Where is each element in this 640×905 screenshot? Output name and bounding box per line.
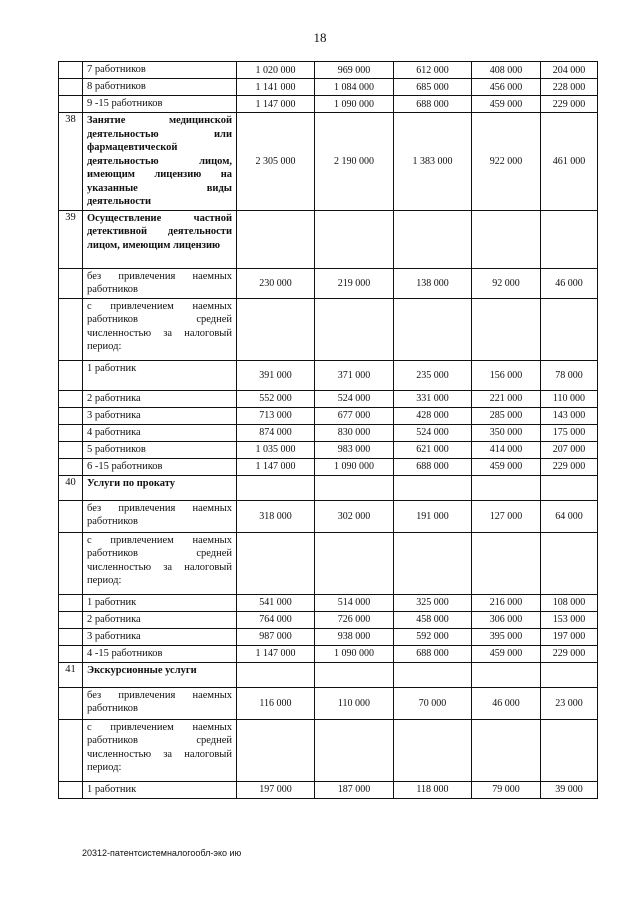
- value-cell-col-4: [472, 532, 541, 594]
- value-cell-col-4: 459 000: [472, 96, 541, 113]
- value-cell-col-3: 688 000: [394, 458, 472, 475]
- value-cell-col-5: [541, 475, 598, 500]
- table-row: [59, 458, 598, 475]
- table-row: [59, 781, 598, 798]
- value-cell-col-5: 110 000: [541, 390, 598, 407]
- value-cell-col-2: [315, 475, 394, 500]
- value-cell-col-2: 1 084 000: [315, 79, 394, 96]
- value-cell-col-1: 1 035 000: [237, 441, 315, 458]
- footer-file-name: 20312-патентсистемналогообл-эко ию: [82, 848, 242, 858]
- table-row: [59, 79, 598, 96]
- value-cell-col-1: [237, 719, 315, 781]
- table-row: [59, 390, 598, 407]
- table-section-row: [59, 210, 598, 268]
- value-cell-col-3: [394, 475, 472, 500]
- value-cell-col-4: 156 000: [472, 360, 541, 390]
- value-cell-col-2: 2 190 000: [315, 113, 394, 211]
- table-row: [59, 594, 598, 611]
- value-cell-col-3: [394, 662, 472, 687]
- activity-name-cell: 7 работников: [83, 62, 237, 79]
- activity-name-cell: 8 работников: [83, 79, 237, 96]
- row-number-cell: [59, 79, 83, 96]
- value-cell-col-4: [472, 210, 541, 268]
- activity-name-cell: 3 работника: [83, 628, 237, 645]
- table-row: [59, 687, 598, 719]
- value-cell-col-1: 987 000: [237, 628, 315, 645]
- value-cell-col-1: 764 000: [237, 611, 315, 628]
- activity-name-cell: 1 работник: [83, 781, 237, 798]
- value-cell-col-5: 461 000: [541, 113, 598, 211]
- value-cell-col-1: [237, 532, 315, 594]
- value-cell-col-1: 1 020 000: [237, 62, 315, 79]
- value-cell-col-1: 2 305 000: [237, 113, 315, 211]
- value-cell-col-1: 318 000: [237, 500, 315, 532]
- activity-name-cell: без привлечения наемных работников: [83, 687, 237, 719]
- row-number-cell: [59, 424, 83, 441]
- value-cell-col-1: 874 000: [237, 424, 315, 441]
- value-cell-col-3: 621 000: [394, 441, 472, 458]
- value-cell-col-2: 969 000: [315, 62, 394, 79]
- value-cell-col-1: 230 000: [237, 268, 315, 298]
- value-cell-col-4: [472, 719, 541, 781]
- row-number-cell: [59, 687, 83, 719]
- activity-name-cell: 4 -15 работников: [83, 645, 237, 662]
- activity-name-cell: 1 работник: [83, 360, 237, 390]
- value-cell-col-5: 229 000: [541, 96, 598, 113]
- table-row: [59, 268, 598, 298]
- row-number-cell: [59, 719, 83, 781]
- value-cell-col-5: [541, 662, 598, 687]
- value-cell-col-3: 235 000: [394, 360, 472, 390]
- value-cell-col-4: 395 000: [472, 628, 541, 645]
- value-cell-col-4: 922 000: [472, 113, 541, 211]
- activity-name-cell: без привлечения наемных работников: [83, 500, 237, 532]
- table-row: [59, 424, 598, 441]
- value-cell-col-4: [472, 475, 541, 500]
- activity-name-cell: 1 работник: [83, 594, 237, 611]
- row-number-cell: [59, 628, 83, 645]
- row-number-cell: 39: [59, 210, 83, 268]
- value-cell-col-5: 228 000: [541, 79, 598, 96]
- value-cell-col-2: 514 000: [315, 594, 394, 611]
- value-cell-col-3: 331 000: [394, 390, 472, 407]
- value-cell-col-1: 1 147 000: [237, 645, 315, 662]
- value-cell-col-5: 78 000: [541, 360, 598, 390]
- value-cell-col-4: 221 000: [472, 390, 541, 407]
- value-cell-col-1: 552 000: [237, 390, 315, 407]
- value-cell-col-4: 285 000: [472, 407, 541, 424]
- value-cell-col-4: [472, 662, 541, 687]
- table-section-row: [59, 475, 598, 500]
- activity-name-cell: Осуществление частной детективной деятельности лицом, имеющим лицензию: [83, 210, 237, 268]
- value-cell-col-1: [237, 210, 315, 268]
- value-cell-col-5: 143 000: [541, 407, 598, 424]
- value-cell-col-2: 302 000: [315, 500, 394, 532]
- value-cell-col-2: 110 000: [315, 687, 394, 719]
- value-cell-col-2: 187 000: [315, 781, 394, 798]
- value-cell-col-4: 216 000: [472, 594, 541, 611]
- value-cell-col-2: 219 000: [315, 268, 394, 298]
- value-cell-col-2: 371 000: [315, 360, 394, 390]
- value-cell-col-4: 408 000: [472, 62, 541, 79]
- value-cell-col-5: 207 000: [541, 441, 598, 458]
- table-row: [59, 500, 598, 532]
- row-number-cell: [59, 390, 83, 407]
- activity-name-cell: 6 -15 работников: [83, 458, 237, 475]
- value-cell-col-4: 459 000: [472, 458, 541, 475]
- table-row: [59, 360, 598, 390]
- value-cell-col-2: 1 090 000: [315, 645, 394, 662]
- table-row: [59, 628, 598, 645]
- value-cell-col-1: [237, 662, 315, 687]
- row-number-cell: [59, 268, 83, 298]
- row-number-cell: [59, 532, 83, 594]
- value-cell-col-5: 175 000: [541, 424, 598, 441]
- activity-name-cell: Экскурсионные услуги: [83, 662, 237, 687]
- value-cell-col-1: 1 141 000: [237, 79, 315, 96]
- value-cell-col-4: 459 000: [472, 645, 541, 662]
- value-cell-col-5: 229 000: [541, 458, 598, 475]
- row-number-cell: 41: [59, 662, 83, 687]
- value-cell-col-1: 391 000: [237, 360, 315, 390]
- row-number-cell: [59, 96, 83, 113]
- activity-name-cell: Услуги по прокату: [83, 475, 237, 500]
- value-cell-col-3: 1 383 000: [394, 113, 472, 211]
- activity-name-cell: с привлечением наемных работников средней численностью за налоговый период:: [83, 532, 237, 594]
- row-number-cell: [59, 645, 83, 662]
- value-cell-col-2: [315, 662, 394, 687]
- value-cell-col-4: 79 000: [472, 781, 541, 798]
- value-cell-col-5: 23 000: [541, 687, 598, 719]
- value-cell-col-5: 197 000: [541, 628, 598, 645]
- table-row: [59, 719, 598, 781]
- activity-name-cell: с привлечением наемных работников средней численностью за налоговый период:: [83, 298, 237, 360]
- value-cell-col-3: 685 000: [394, 79, 472, 96]
- value-cell-col-3: 118 000: [394, 781, 472, 798]
- row-number-cell: [59, 62, 83, 79]
- value-cell-col-3: [394, 719, 472, 781]
- table-row: [59, 645, 598, 662]
- value-cell-col-2: 1 090 000: [315, 96, 394, 113]
- value-cell-col-3: 191 000: [394, 500, 472, 532]
- row-number-cell: [59, 360, 83, 390]
- value-cell-col-5: [541, 532, 598, 594]
- value-cell-col-1: 713 000: [237, 407, 315, 424]
- tax-table: [58, 61, 598, 799]
- table-row: [59, 611, 598, 628]
- row-number-cell: [59, 500, 83, 532]
- value-cell-col-5: 204 000: [541, 62, 598, 79]
- row-number-cell: [59, 611, 83, 628]
- value-cell-col-2: 938 000: [315, 628, 394, 645]
- value-cell-col-3: 612 000: [394, 62, 472, 79]
- table-row: [59, 441, 598, 458]
- value-cell-col-1: 1 147 000: [237, 96, 315, 113]
- value-cell-col-4: 350 000: [472, 424, 541, 441]
- table-row: [59, 298, 598, 360]
- activity-name-cell: без привлечения наемных работников: [83, 268, 237, 298]
- value-cell-col-3: 325 000: [394, 594, 472, 611]
- value-cell-col-1: [237, 298, 315, 360]
- value-cell-col-2: 1 090 000: [315, 458, 394, 475]
- value-cell-col-5: [541, 298, 598, 360]
- value-cell-col-1: 1 147 000: [237, 458, 315, 475]
- value-cell-col-4: 92 000: [472, 268, 541, 298]
- activity-name-cell: 4 работника: [83, 424, 237, 441]
- activity-name-cell: 3 работника: [83, 407, 237, 424]
- activity-name-cell: с привлечением наемных работников средней численностью за налоговый период:: [83, 719, 237, 781]
- activity-name-cell: Занятие медицинской деятельностью или фармацевтической деятельностью лицом, имеющим лицензию на указанные виды деятельности: [83, 113, 237, 211]
- value-cell-col-1: [237, 475, 315, 500]
- page-number: 18: [313, 30, 327, 45]
- value-cell-col-4: 414 000: [472, 441, 541, 458]
- value-cell-col-3: [394, 298, 472, 360]
- value-cell-col-4: 306 000: [472, 611, 541, 628]
- activity-name-cell: 2 работника: [83, 611, 237, 628]
- value-cell-col-2: 524 000: [315, 390, 394, 407]
- value-cell-col-2: [315, 298, 394, 360]
- activity-name-cell: 2 работника: [83, 390, 237, 407]
- value-cell-col-4: [472, 298, 541, 360]
- value-cell-col-5: 108 000: [541, 594, 598, 611]
- value-cell-col-4: 127 000: [472, 500, 541, 532]
- value-cell-col-2: 726 000: [315, 611, 394, 628]
- value-cell-col-5: 39 000: [541, 781, 598, 798]
- value-cell-col-2: [315, 719, 394, 781]
- value-cell-col-3: [394, 532, 472, 594]
- value-cell-col-3: 688 000: [394, 645, 472, 662]
- value-cell-col-3: 458 000: [394, 611, 472, 628]
- table-row: [59, 407, 598, 424]
- table-row: [59, 96, 598, 113]
- row-number-cell: [59, 458, 83, 475]
- row-number-cell: [59, 441, 83, 458]
- value-cell-col-4: 46 000: [472, 687, 541, 719]
- value-cell-col-5: [541, 210, 598, 268]
- value-cell-col-4: 456 000: [472, 79, 541, 96]
- table-row: [59, 62, 598, 79]
- value-cell-col-3: 138 000: [394, 268, 472, 298]
- value-cell-col-3: 688 000: [394, 96, 472, 113]
- row-number-cell: [59, 594, 83, 611]
- value-cell-col-1: 541 000: [237, 594, 315, 611]
- activity-name-cell: 5 работников: [83, 441, 237, 458]
- row-number-cell: 40: [59, 475, 83, 500]
- value-cell-col-5: 64 000: [541, 500, 598, 532]
- row-number-cell: [59, 781, 83, 798]
- value-cell-col-3: 592 000: [394, 628, 472, 645]
- value-cell-col-2: [315, 532, 394, 594]
- value-cell-col-3: 524 000: [394, 424, 472, 441]
- value-cell-col-2: 983 000: [315, 441, 394, 458]
- table-row: [59, 532, 598, 594]
- value-cell-col-3: 428 000: [394, 407, 472, 424]
- value-cell-col-1: 116 000: [237, 687, 315, 719]
- value-cell-col-5: 153 000: [541, 611, 598, 628]
- table-body: [59, 62, 598, 799]
- value-cell-col-2: [315, 210, 394, 268]
- row-number-cell: [59, 298, 83, 360]
- row-number-cell: [59, 407, 83, 424]
- value-cell-col-5: 229 000: [541, 645, 598, 662]
- value-cell-col-5: 46 000: [541, 268, 598, 298]
- value-cell-col-5: [541, 719, 598, 781]
- table-section-row: [59, 113, 598, 211]
- value-cell-col-1: 197 000: [237, 781, 315, 798]
- value-cell-col-2: 677 000: [315, 407, 394, 424]
- row-number-cell: 38: [59, 113, 83, 211]
- value-cell-col-2: 830 000: [315, 424, 394, 441]
- value-cell-col-3: [394, 210, 472, 268]
- table-section-row: [59, 662, 598, 687]
- activity-name-cell: 9 -15 работников: [83, 96, 237, 113]
- value-cell-col-3: 70 000: [394, 687, 472, 719]
